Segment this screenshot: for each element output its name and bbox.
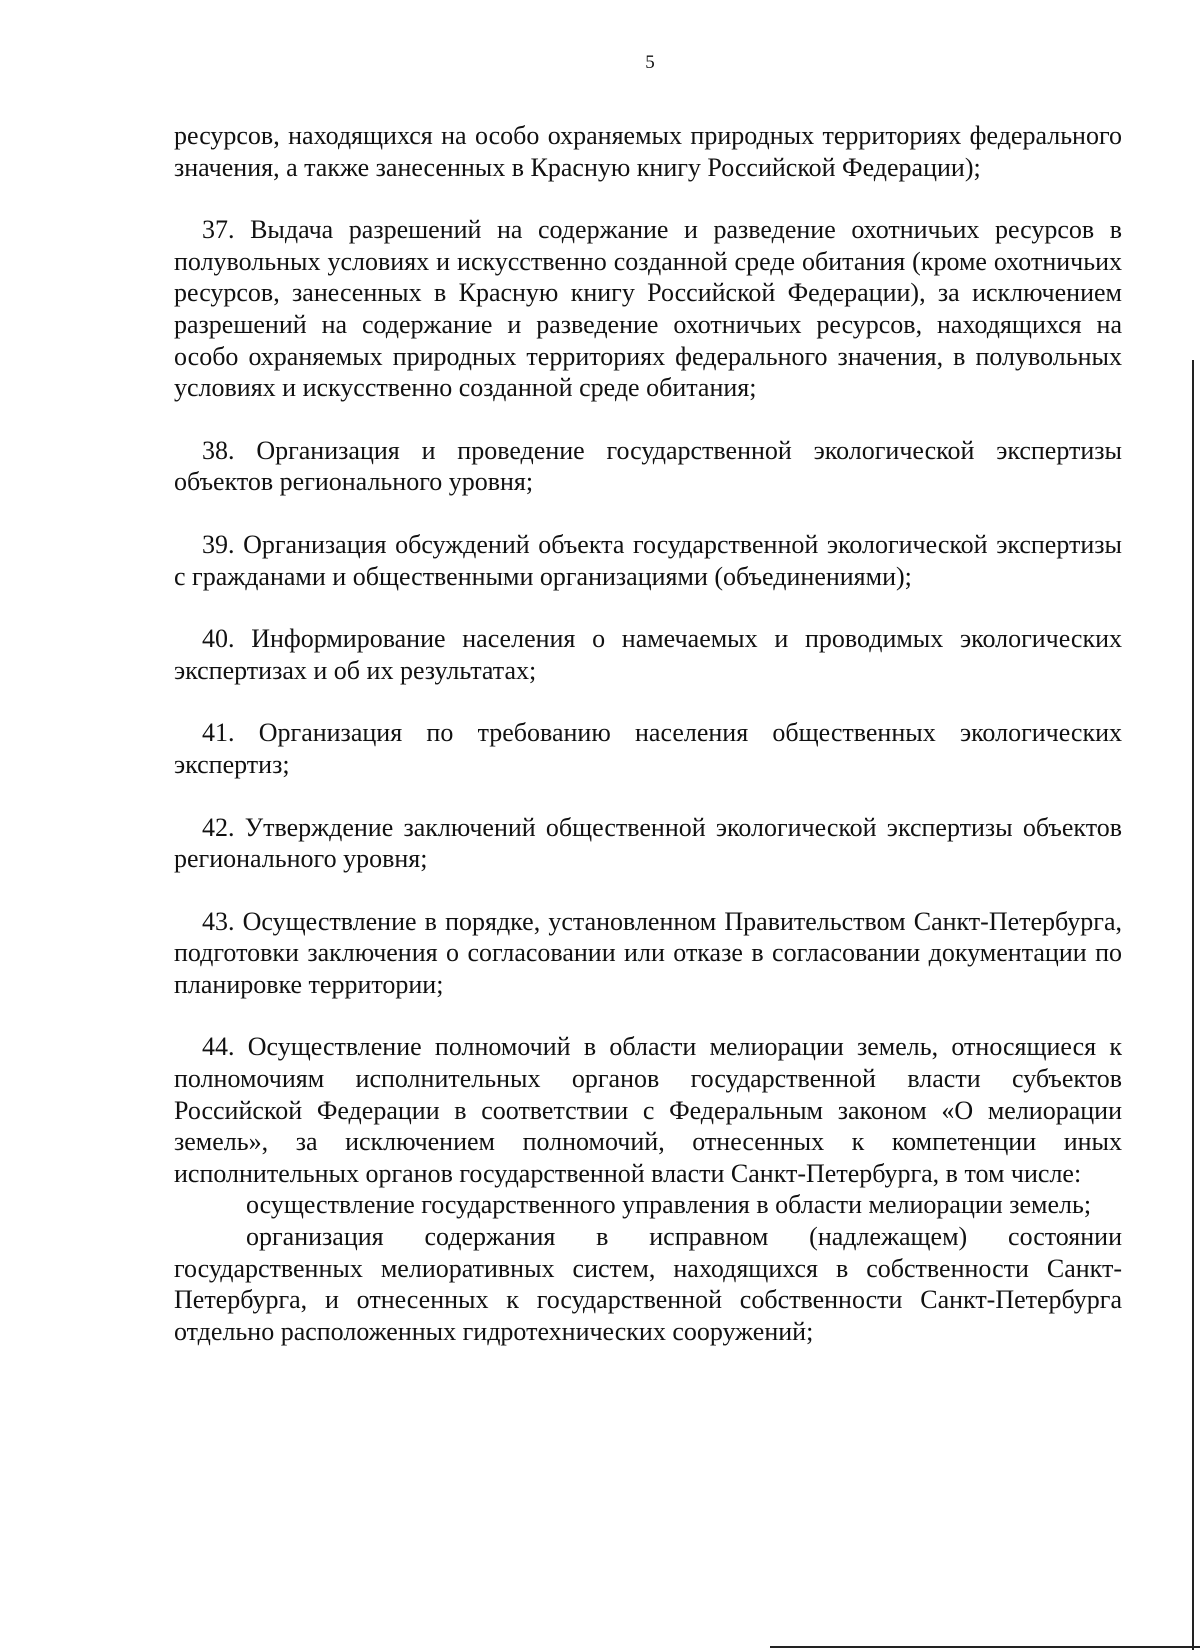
paragraph-continuation: ресурсов, находящихся на особо охраняемых природных территориях федерального значения, а также занесенных в Красную книгу Российской Федерации); — [174, 121, 1122, 182]
scan-edge-bottom — [770, 1646, 1200, 1652]
paragraph-item-43: 43. Осуществление в порядке, установленном Правительством Санкт-Петербурга, подготовки заключения о согласовании или отказе в согласовании документации по планировке территории; — [174, 906, 1122, 999]
paragraph-item-44: 44. Осуществление полномочий в области мелиорации земель, относящиеся к полномочиям исполнительных органов государственной власти субъектов Российской Федерации в соответствии с Федеральным законом «О мелиорации земель», за исключением полномочий, отнесенных к компетенции иных исполнительных органов государственной власти Санкт-Петербурга, в том числе: — [174, 1032, 1122, 1188]
paragraph-item-44-subitem: осуществление государственного управления в области мелиорации земель; — [246, 1190, 1092, 1220]
paragraph-item-37: 37. Выдача разрешений на содержание и разведение охотничьих ресурсов в полувольных условиях и искусственно созданной среде обитания (кроме охотничьих ресурсов, занесенных в Красную книгу Российской Федерации), за исключением разрешений на содержание и разведение охотничьих ресурсов, находящихся на особо охраняемых природных территориях федерального значения, в полувольных условиях и искусственно созданной среде обитания; — [174, 215, 1122, 403]
scan-edge-right — [1192, 360, 1200, 1650]
paragraph-item-42: 42. Утверждение заключений общественной экологической экспертизы объектов регионального уровня; — [174, 812, 1122, 874]
paragraph-item-41: 41. Организация по требованию населения общественных экологических экспертиз; — [174, 718, 1122, 779]
document-body — [174, 120, 1122, 1347]
paragraph-item-44-subitem: организация содержания в исправном (надлежащем) состоянии государственных мелиоративных систем, находящихся в собственности Санкт-Петербурга, и отнесенных к государственной собственности Санкт-Петербурга отдельно расположенных гидротехнических сооружений; — [174, 1222, 1122, 1346]
paragraph-item-39: 39. Организация обсуждений объекта государственной экологической экспертизы с гражданами и общественными организациями (объединениями); — [174, 529, 1122, 591]
paragraph-item-40: 40. Информирование населения о намечаемых и проводимых экологических экспертизах и об их результатах; — [174, 624, 1122, 685]
page-number: 5 — [645, 52, 655, 73]
paragraph-item-38: 38. Организация и проведение государственной экологической экспертизы объектов регионального уровня; — [174, 435, 1122, 497]
